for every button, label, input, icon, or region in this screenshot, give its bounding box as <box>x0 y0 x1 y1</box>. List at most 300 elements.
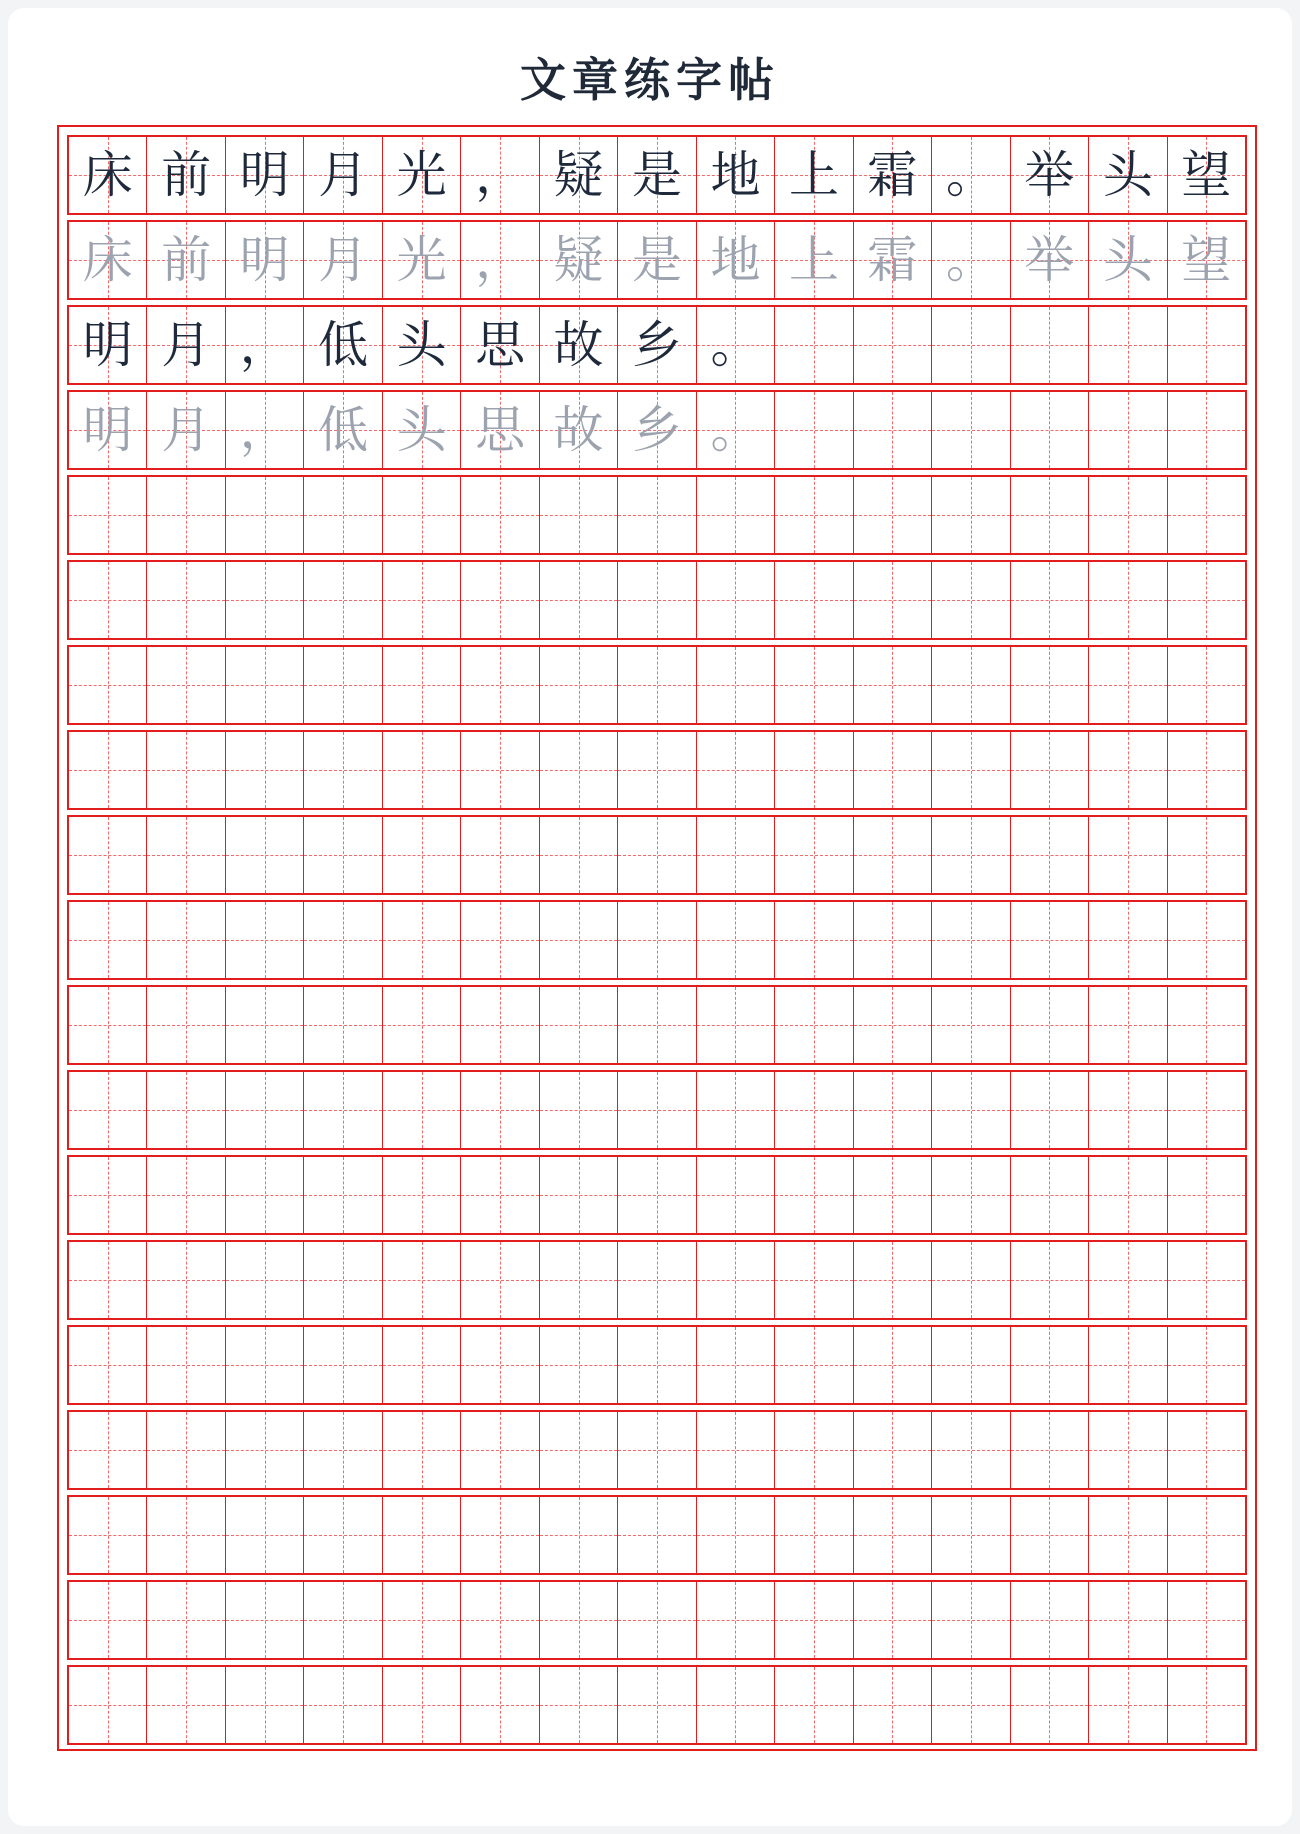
grid-cell[interactable] <box>775 1497 853 1573</box>
grid-cell[interactable] <box>854 732 932 808</box>
grid-cell[interactable] <box>618 1497 696 1573</box>
grid-cell[interactable] <box>304 987 382 1063</box>
grid-cell[interactable] <box>697 1157 775 1233</box>
grid-cell[interactable] <box>1011 1667 1089 1743</box>
grid-cell[interactable] <box>618 1242 696 1318</box>
grid-cell <box>304 307 382 383</box>
grid-cell[interactable] <box>1011 1497 1089 1573</box>
grid-cell[interactable] <box>1168 1582 1245 1658</box>
grid-cell[interactable] <box>461 1667 539 1743</box>
grid-cell[interactable] <box>461 817 539 893</box>
grid-cell[interactable] <box>1168 1497 1245 1573</box>
grid-cell[interactable] <box>775 1412 853 1488</box>
grid-cell[interactable] <box>147 562 225 638</box>
grid-cell[interactable] <box>1168 817 1245 893</box>
grid-cell[interactable] <box>147 1327 225 1403</box>
grid-cell[interactable] <box>1168 987 1245 1063</box>
grid-cell <box>697 137 775 213</box>
model-character: 月 <box>318 146 369 204</box>
grid-cell[interactable] <box>1089 817 1167 893</box>
grid-cell[interactable] <box>147 902 225 978</box>
grid-cell[interactable] <box>461 1157 539 1233</box>
grid-cell[interactable] <box>540 1497 618 1573</box>
grid-cell[interactable] <box>540 732 618 808</box>
grid-cell[interactable] <box>775 902 853 978</box>
grid-cell <box>1168 392 1245 468</box>
grid-cell[interactable] <box>854 1667 932 1743</box>
grid-cell <box>775 137 853 213</box>
grid-cell[interactable] <box>304 1072 382 1148</box>
trace-character: 地 <box>710 231 761 289</box>
model-character: ， <box>475 146 526 204</box>
grid-cell[interactable] <box>618 987 696 1063</box>
grid-cell[interactable] <box>932 1072 1010 1148</box>
grid-cell[interactable] <box>775 562 853 638</box>
grid-cell[interactable] <box>697 1497 775 1573</box>
grid-cell[interactable] <box>69 817 147 893</box>
grid-cell[interactable] <box>618 817 696 893</box>
grid-cell[interactable] <box>383 1412 461 1488</box>
grid-cell[interactable] <box>147 1582 225 1658</box>
grid-cell[interactable] <box>932 902 1010 978</box>
grid-cell[interactable] <box>461 1412 539 1488</box>
grid-cell[interactable] <box>854 817 932 893</box>
grid-cell[interactable] <box>1089 477 1167 553</box>
model-character: 思 <box>475 316 526 374</box>
grid-cell <box>304 392 382 468</box>
grid-cell[interactable] <box>1011 477 1089 553</box>
grid-cell[interactable] <box>1168 647 1245 723</box>
grid-cell[interactable] <box>932 1157 1010 1233</box>
grid-cell[interactable] <box>147 1242 225 1318</box>
grid-cell[interactable] <box>147 987 225 1063</box>
grid-cell[interactable] <box>226 987 304 1063</box>
grid-cell[interactable] <box>461 1072 539 1148</box>
grid-cell[interactable] <box>775 647 853 723</box>
grid-cell[interactable] <box>304 1412 382 1488</box>
grid-cell <box>383 307 461 383</box>
grid-cell[interactable] <box>147 1157 225 1233</box>
grid-cell[interactable] <box>697 817 775 893</box>
grid-cell[interactable] <box>383 1327 461 1403</box>
grid-cell[interactable] <box>697 1667 775 1743</box>
model-character: 月 <box>161 316 212 374</box>
grid-cell[interactable] <box>383 477 461 553</box>
grid-cell[interactable] <box>540 1667 618 1743</box>
grid-cell[interactable] <box>618 1582 696 1658</box>
grid-cell[interactable] <box>540 1157 618 1233</box>
grid-cell[interactable] <box>540 1412 618 1488</box>
grid-cell[interactable] <box>540 1327 618 1403</box>
grid-cell[interactable] <box>461 1582 539 1658</box>
grid-cell[interactable] <box>932 1412 1010 1488</box>
grid-cell[interactable] <box>932 1242 1010 1318</box>
trace-character: 乡 <box>632 401 683 459</box>
grid-cell <box>540 307 618 383</box>
grid-cell[interactable] <box>383 1667 461 1743</box>
grid-cell[interactable] <box>697 647 775 723</box>
grid-cell[interactable] <box>697 987 775 1063</box>
grid-cell[interactable] <box>540 1242 618 1318</box>
model-character: 前 <box>161 146 212 204</box>
grid-cell[interactable] <box>304 902 382 978</box>
grid-row-empty <box>67 985 1247 1065</box>
grid-cell[interactable] <box>854 1412 932 1488</box>
grid-cell[interactable] <box>854 987 932 1063</box>
grid-cell[interactable] <box>697 562 775 638</box>
grid-cell[interactable] <box>304 562 382 638</box>
grid-cell <box>69 137 147 213</box>
grid-cell <box>147 392 225 468</box>
grid-cell[interactable] <box>1011 1582 1089 1658</box>
grid-cell[interactable] <box>383 902 461 978</box>
grid-cell[interactable] <box>383 1242 461 1318</box>
model-character: 举 <box>1024 146 1075 204</box>
grid-cell[interactable] <box>854 1497 932 1573</box>
grid-row-light <box>67 220 1247 300</box>
grid-cell[interactable] <box>383 817 461 893</box>
grid-cell[interactable] <box>304 1157 382 1233</box>
grid-cell[interactable] <box>540 902 618 978</box>
grid-cell[interactable] <box>854 1582 932 1658</box>
grid-cell[interactable] <box>226 1327 304 1403</box>
grid-row-empty <box>67 730 1247 810</box>
grid-cell[interactable] <box>226 1412 304 1488</box>
grid-cell[interactable] <box>1011 732 1089 808</box>
grid-cell[interactable] <box>1168 477 1245 553</box>
grid-cell[interactable] <box>147 1072 225 1148</box>
grid-cell[interactable] <box>1168 1667 1245 1743</box>
grid-cell[interactable] <box>1168 902 1245 978</box>
model-character: 低 <box>318 316 369 374</box>
grid-cell[interactable] <box>147 1497 225 1573</box>
grid-cell[interactable] <box>304 647 382 723</box>
grid-cell <box>69 307 147 383</box>
grid-cell[interactable] <box>383 1497 461 1573</box>
grid-cell <box>854 392 932 468</box>
grid-cell[interactable] <box>1168 1242 1245 1318</box>
trace-character: 头 <box>1102 231 1153 289</box>
grid-cell[interactable] <box>1089 647 1167 723</box>
grid-cell[interactable] <box>226 817 304 893</box>
grid-cell[interactable] <box>383 1157 461 1233</box>
grid-cell <box>147 307 225 383</box>
grid-cell <box>1168 307 1245 383</box>
grid-cell <box>932 137 1010 213</box>
grid-cell[interactable] <box>461 732 539 808</box>
grid-cell[interactable] <box>618 1412 696 1488</box>
grid-cell[interactable] <box>226 1497 304 1573</box>
model-character: 故 <box>553 316 604 374</box>
grid-row-empty <box>67 1070 1247 1150</box>
grid-cell[interactable] <box>775 1667 853 1743</box>
grid-cell <box>147 137 225 213</box>
grid-cell[interactable] <box>461 902 539 978</box>
trace-character: 低 <box>318 401 369 459</box>
grid-cell[interactable] <box>775 1327 853 1403</box>
grid-cell[interactable] <box>697 1072 775 1148</box>
grid-cell[interactable] <box>461 1242 539 1318</box>
grid-cell[interactable] <box>461 477 539 553</box>
grid-cell[interactable] <box>618 562 696 638</box>
grid-cell[interactable] <box>304 1497 382 1573</box>
grid-cell[interactable] <box>147 647 225 723</box>
grid-cell[interactable] <box>932 1582 1010 1658</box>
grid-row-dark <box>67 305 1247 385</box>
grid-cell[interactable] <box>775 1242 853 1318</box>
grid-row-empty <box>67 815 1247 895</box>
grid-cell[interactable] <box>69 1667 147 1743</box>
grid-cell[interactable] <box>1011 1412 1089 1488</box>
grid-cell[interactable] <box>1089 732 1167 808</box>
grid-cell[interactable] <box>618 1667 696 1743</box>
grid-cell[interactable] <box>383 987 461 1063</box>
grid-cell[interactable] <box>1011 1157 1089 1233</box>
model-character: 是 <box>632 146 683 204</box>
grid-cell <box>1089 137 1167 213</box>
grid-cell[interactable] <box>383 562 461 638</box>
grid-cell <box>1168 137 1245 213</box>
grid-cell[interactable] <box>147 732 225 808</box>
grid-cell[interactable] <box>304 1582 382 1658</box>
grid-cell[interactable] <box>932 477 1010 553</box>
grid-cell[interactable] <box>618 647 696 723</box>
grid-cell <box>1011 307 1089 383</box>
grid-cell[interactable] <box>854 1242 932 1318</box>
grid-cell[interactable] <box>540 1072 618 1148</box>
grid-cell[interactable] <box>1089 902 1167 978</box>
grid-cell[interactable] <box>69 477 147 553</box>
grid-cell[interactable] <box>775 732 853 808</box>
grid-cell[interactable] <box>461 987 539 1063</box>
grid-cell[interactable] <box>854 1157 932 1233</box>
trace-character: 上 <box>788 231 839 289</box>
grid-cell[interactable] <box>461 1497 539 1573</box>
grid-cell[interactable] <box>226 477 304 553</box>
grid-cell[interactable] <box>1089 1582 1167 1658</box>
grid-cell[interactable] <box>1011 1327 1089 1403</box>
grid-cell[interactable] <box>697 1242 775 1318</box>
model-character: 头 <box>1102 146 1153 204</box>
grid-cell[interactable] <box>932 817 1010 893</box>
grid-cell[interactable] <box>618 1327 696 1403</box>
grid-cell[interactable] <box>932 1497 1010 1573</box>
grid-cell[interactable] <box>854 647 932 723</box>
grid-cell[interactable] <box>461 647 539 723</box>
grid-cell[interactable] <box>697 477 775 553</box>
trace-character: 。 <box>945 231 996 289</box>
grid-cell[interactable] <box>1089 1327 1167 1403</box>
grid-cell[interactable] <box>1011 987 1089 1063</box>
grid-cell[interactable] <box>1089 1412 1167 1488</box>
grid-cell <box>226 392 304 468</box>
grid-cell[interactable] <box>1168 732 1245 808</box>
grid-cell[interactable] <box>540 987 618 1063</box>
grid-row-dark <box>67 135 1247 215</box>
grid-cell[interactable] <box>618 902 696 978</box>
grid-cell <box>697 222 775 298</box>
grid-cell[interactable] <box>69 647 147 723</box>
model-character: 。 <box>710 316 761 374</box>
grid-cell[interactable] <box>775 817 853 893</box>
grid-cell <box>775 392 853 468</box>
grid-cell[interactable] <box>1011 817 1089 893</box>
grid-cell[interactable] <box>226 1667 304 1743</box>
grid-cell[interactable] <box>1168 1157 1245 1233</box>
grid-cell[interactable] <box>1168 1327 1245 1403</box>
grid-cell[interactable] <box>69 1157 147 1233</box>
grid-cell <box>226 222 304 298</box>
trace-character: 举 <box>1024 231 1075 289</box>
grid-cell[interactable] <box>618 1157 696 1233</box>
grid-cell <box>540 392 618 468</box>
grid-cell[interactable] <box>618 732 696 808</box>
grid-cell[interactable] <box>854 477 932 553</box>
grid-cell[interactable] <box>226 1072 304 1148</box>
grid-cell[interactable] <box>618 477 696 553</box>
model-character: 霜 <box>867 146 918 204</box>
grid-cell[interactable] <box>226 647 304 723</box>
grid-cell[interactable] <box>147 817 225 893</box>
grid-cell[interactable] <box>775 1582 853 1658</box>
grid-cell[interactable] <box>383 647 461 723</box>
grid-cell <box>540 222 618 298</box>
grid-cell[interactable] <box>1168 562 1245 638</box>
grid-row-empty <box>67 1580 1247 1660</box>
grid-cell[interactable] <box>304 477 382 553</box>
grid-cell[interactable] <box>932 732 1010 808</box>
model-character: 望 <box>1181 146 1232 204</box>
grid-row-empty <box>67 645 1247 725</box>
model-character: 明 <box>239 146 290 204</box>
trace-character: 是 <box>632 231 683 289</box>
grid-cell[interactable] <box>147 1667 225 1743</box>
grid-cell[interactable] <box>697 1327 775 1403</box>
grid-cell[interactable] <box>775 1072 853 1148</box>
grid-cell <box>932 392 1010 468</box>
model-character: 光 <box>396 146 447 204</box>
grid-cell[interactable] <box>1089 1667 1167 1743</box>
grid-cell[interactable] <box>1011 902 1089 978</box>
grid-cell[interactable] <box>540 817 618 893</box>
model-character: 床 <box>82 146 133 204</box>
grid-cell[interactable] <box>775 477 853 553</box>
grid-cell[interactable] <box>1011 562 1089 638</box>
grid-cell[interactable] <box>932 562 1010 638</box>
grid-cell[interactable] <box>1089 987 1167 1063</box>
grid-cell[interactable] <box>383 1582 461 1658</box>
tianzige-grid <box>67 135 1247 1750</box>
grid-cell[interactable] <box>69 1497 147 1573</box>
grid-cell[interactable] <box>932 987 1010 1063</box>
grid-cell[interactable] <box>226 562 304 638</box>
grid-cell[interactable] <box>854 1072 932 1148</box>
grid-cell[interactable] <box>69 1072 147 1148</box>
grid-cell[interactable] <box>69 987 147 1063</box>
grid-cell[interactable] <box>540 647 618 723</box>
grid-cell[interactable] <box>69 902 147 978</box>
grid-cell[interactable] <box>226 732 304 808</box>
trace-character: 霜 <box>867 231 918 289</box>
grid-cell[interactable] <box>854 902 932 978</box>
trace-character: 故 <box>553 401 604 459</box>
grid-cell[interactable] <box>304 732 382 808</box>
grid-cell[interactable] <box>226 902 304 978</box>
trace-character: 明 <box>82 401 133 459</box>
grid-cell[interactable] <box>697 732 775 808</box>
grid-cell[interactable] <box>697 1582 775 1658</box>
grid-cell <box>775 307 853 383</box>
grid-cell[interactable] <box>1089 1242 1167 1318</box>
grid-cell[interactable] <box>854 562 932 638</box>
grid-cell[interactable] <box>775 1157 853 1233</box>
grid-row-empty <box>67 1665 1247 1745</box>
grid-cell[interactable] <box>304 1242 382 1318</box>
grid-cell[interactable] <box>618 1072 696 1148</box>
grid-cell <box>540 137 618 213</box>
grid-cell[interactable] <box>540 562 618 638</box>
model-character: 明 <box>82 316 133 374</box>
grid-cell <box>69 222 147 298</box>
grid-cell[interactable] <box>69 562 147 638</box>
model-character: ， <box>239 316 290 374</box>
grid-cell[interactable] <box>461 1327 539 1403</box>
grid-cell[interactable] <box>1089 1072 1167 1148</box>
grid-cell[interactable] <box>304 1327 382 1403</box>
grid-cell[interactable] <box>69 732 147 808</box>
grid-row-empty <box>67 1240 1247 1320</box>
grid-cell[interactable] <box>854 1327 932 1403</box>
grid-cell[interactable] <box>69 1242 147 1318</box>
grid-cell[interactable] <box>697 1412 775 1488</box>
grid-cell[interactable] <box>1089 562 1167 638</box>
grid-cell[interactable] <box>461 562 539 638</box>
grid-cell[interactable] <box>69 1327 147 1403</box>
grid-cell[interactable] <box>226 1582 304 1658</box>
grid-cell <box>304 137 382 213</box>
grid-row-empty <box>67 900 1247 980</box>
grid-cell[interactable] <box>1089 1157 1167 1233</box>
grid-cell[interactable] <box>932 647 1010 723</box>
grid-cell[interactable] <box>147 477 225 553</box>
grid-cell[interactable] <box>1011 647 1089 723</box>
grid-cell[interactable] <box>226 1242 304 1318</box>
grid-cell[interactable] <box>1011 1242 1089 1318</box>
grid-cell[interactable] <box>1089 1497 1167 1573</box>
grid-cell[interactable] <box>540 477 618 553</box>
grid-cell[interactable] <box>1168 1412 1245 1488</box>
grid-cell[interactable] <box>1011 1072 1089 1148</box>
trace-character: ， <box>475 231 526 289</box>
grid-cell[interactable] <box>226 1157 304 1233</box>
grid-cell[interactable] <box>540 1582 618 1658</box>
grid-cell[interactable] <box>775 987 853 1063</box>
grid-cell[interactable] <box>304 817 382 893</box>
grid-cell <box>1089 392 1167 468</box>
grid-cell[interactable] <box>69 1582 147 1658</box>
grid-cell[interactable] <box>1168 1072 1245 1148</box>
grid-cell[interactable] <box>69 1412 147 1488</box>
grid-cell[interactable] <box>383 1072 461 1148</box>
model-character: 地 <box>710 146 761 204</box>
grid-cell[interactable] <box>932 1327 1010 1403</box>
grid-cell[interactable] <box>932 1667 1010 1743</box>
grid-cell[interactable] <box>383 732 461 808</box>
grid-cell[interactable] <box>304 1667 382 1743</box>
grid-row-light <box>67 390 1247 470</box>
grid-cell[interactable] <box>697 902 775 978</box>
grid-cell[interactable] <box>147 1412 225 1488</box>
